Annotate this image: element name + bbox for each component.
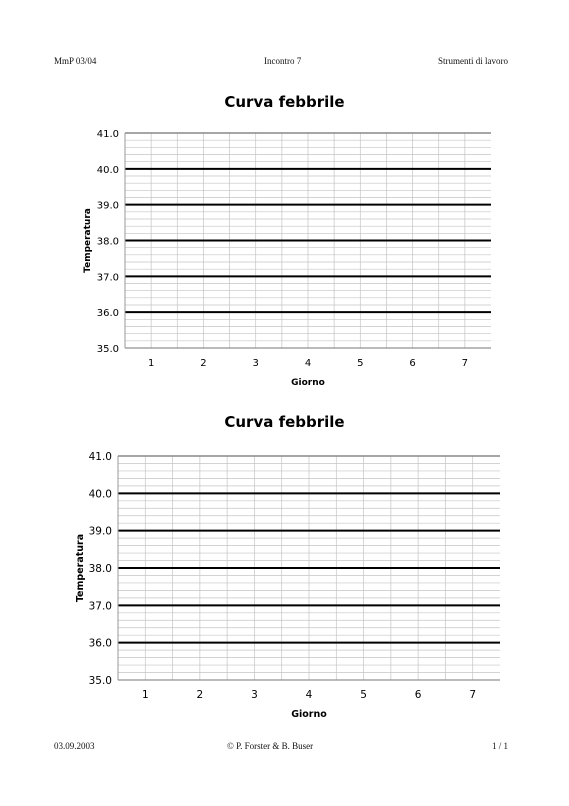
x-tick-label: 5: [360, 689, 367, 701]
header-right: Strumenti di lavoro: [438, 56, 508, 66]
chart-title-2: Curva febbrile: [224, 413, 345, 431]
x-tick-label: 5: [357, 358, 364, 369]
y-tick-label: 37.0: [96, 272, 119, 284]
footer-right: 1 / 1: [491, 741, 508, 751]
y-tick-label: 39.0: [96, 200, 119, 212]
x-tick-label: 2: [196, 689, 204, 701]
header-center: Incontro 7: [264, 56, 302, 66]
x-tick-label: 1: [147, 358, 155, 369]
x-tick-label: 1: [141, 689, 149, 701]
x-tick-label: 2: [200, 358, 207, 369]
x-tick-label: 7: [461, 358, 469, 369]
x-tick-label: 4: [305, 689, 313, 701]
footer-left: 03.09.2003: [54, 741, 95, 751]
x-axis-title: Giorno: [291, 378, 325, 388]
y-tick-label: 39.0: [88, 525, 112, 538]
x-tick-label: 3: [252, 358, 259, 369]
x-axis-title: Giorno: [291, 709, 327, 720]
x-tick-label: 6: [414, 689, 422, 701]
y-tick-label: 38.0: [88, 563, 112, 575]
x-tick-label: 4: [304, 358, 312, 369]
x-tick-label: 3: [251, 689, 258, 701]
x-tick-label: 7: [469, 689, 477, 701]
chart-title-1: Curva febbrile: [224, 93, 345, 111]
y-tick-label: 38.0: [96, 236, 119, 248]
y-axis-title: Temperatura: [75, 533, 86, 603]
y-axis-title: Temperatura: [83, 208, 93, 273]
y-tick-label: 37.0: [88, 600, 112, 613]
header-left: MmP 03/04: [54, 56, 97, 66]
y-tick-label: 40.0: [88, 488, 112, 501]
y-tick-label: 35.0: [96, 344, 119, 355]
y-tick-label: 41.0: [88, 451, 112, 463]
y-tick-label: 41.0: [96, 129, 119, 140]
y-tick-label: 40.0: [96, 164, 119, 176]
y-tick-label: 35.0: [88, 675, 112, 687]
x-tick-label: 6: [409, 358, 416, 369]
y-tick-label: 36.0: [88, 637, 112, 650]
y-tick-label: 36.0: [96, 308, 119, 320]
footer-center: © P. Forster & B. Buser: [227, 741, 314, 751]
